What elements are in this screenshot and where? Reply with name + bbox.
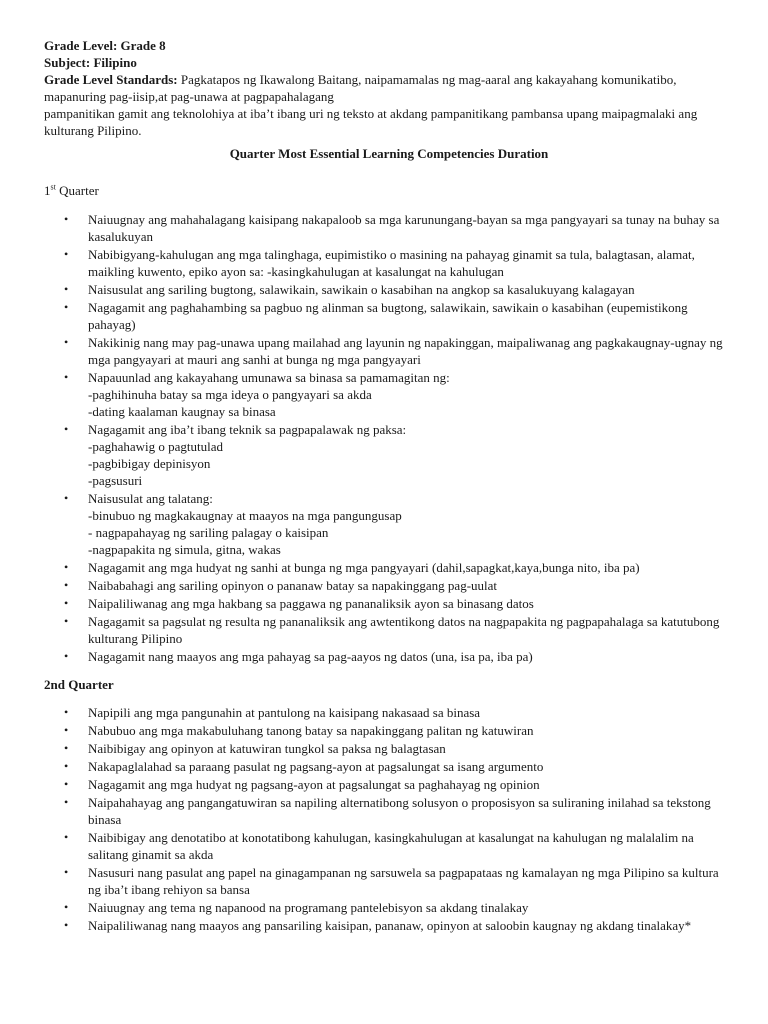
bullet-icon: • [64,282,69,296]
list-item [44,613,734,647]
list-item [44,421,734,489]
list-item-text: Naipahahayag ang pangangatuwiran sa napiling alternatibong solusyon o proposisyon sa suliraning inilahad sa tekstong binasa [88,795,711,827]
grade-level-label: Grade Level: [44,38,118,53]
quarter1-num: 1 [44,183,51,198]
quarter1-sup: st [50,182,56,192]
bullet-icon: • [64,830,69,844]
list-subitem: - nagpapahayag ng sariling palagay o kaisipan [88,525,329,540]
list-item-text: Nagagamit ang mga hudyat ng sanhi at bunga ng mga pangyayari (dahil,sapagkat,kaya,bunga nito, iba pa) [88,560,640,575]
bullet-icon: • [64,422,69,436]
list-item [44,648,734,665]
quarter2-list [44,704,734,934]
list-item-text: Nagagamit ang mga hudyat ng pagsang-ayon at pagsalungat sa paghahayag ng opinion [88,777,540,792]
list-item-text: Naisusulat ang talatang: [88,491,213,506]
list-item [44,899,734,916]
bullet-icon: • [64,491,69,505]
list-item [44,758,734,775]
list-item [44,595,734,612]
document-page [44,37,734,935]
standards-label: Grade Level Standards: [44,72,178,87]
list-item-text: Nagagamit ang paghahambing sa pagbuo ng alinman sa bugtong, salawikain, sawikain o kasabihan (eupemistikong pahayag) [88,300,688,332]
bullet-icon: • [64,335,69,349]
list-item [44,829,734,863]
list-subitem: -pagsusuri [88,473,143,488]
grade-level-value: Grade 8 [120,38,166,53]
list-subitem: -dating kaalaman kaugnay sa binasa [88,404,276,419]
bullet-icon: • [64,741,69,755]
bullet-icon: • [64,300,69,314]
bullet-icon: • [64,247,69,261]
standards-text-2: pampanitikan gamit ang teknolohiya at iba’t ibang uri ng teksto at akdang pampanitikang pambansa upang maipagmalaki ang kulturang Pilipino. [44,106,698,138]
bullet-icon: • [64,759,69,773]
list-subitem: -nagpapakita ng simula, gitna, wakas [88,542,281,557]
list-item-text: Napauunlad ang kakayahang umunawa sa binasa sa pamamagitan ng: [88,370,450,385]
list-item [44,490,734,558]
bullet-icon: • [64,723,69,737]
list-item [44,864,734,898]
bullet-icon: • [64,900,69,914]
list-item [44,211,734,245]
list-item [44,740,734,757]
competencies-heading: Quarter Most Essential Learning Competencies Duration [229,146,549,161]
bullet-icon: • [64,212,69,226]
bullet-icon: • [64,865,69,879]
standards-paragraph [44,71,734,139]
quarter1-list [44,211,734,665]
quarter2-heading: 2nd Quarter [44,677,114,692]
list-item-text: Naisusulat ang sariling bugtong, salawikain, sawikain o kasabihan na angkop sa kasalukuyang kalagayan [88,282,635,297]
list-item-text: Nakikinig nang may pag-unawa upang mailahad ang layunin ng napakinggan, maipaliwanag ang pagkakaugnay-ugnay ng mga pangyayari at mauri ang sanhi at bunga ng mga pangyayari [88,335,723,367]
list-item-text: Nabubuo ang mga makabuluhang tanong batay sa napakinggang palitan ng katuwiran [88,723,534,738]
list-item-text: Nakapaglalahad sa paraang pasulat ng pagsang-ayon at pagsalungat sa isang argumento [88,759,544,774]
list-item [44,704,734,721]
list-item-text: Naiuugnay ang tema ng napanood na programang pantelebisyon sa akdang tinalakay [88,900,529,915]
standards-text-1: Pagkatapos ng Ikawalong Baitang, naipamamalas ng mag-aaral ang kakayahang komunikatibo, mapanuring pag-iisip,at pag-unawa at pagpapahalagang [44,72,677,104]
list-item-text: Nagagamit ang iba’t ibang teknik sa pagpapalawak ng paksa: [88,422,407,437]
quarter1-heading [44,182,734,199]
list-item-text: Naipaliliwanag nang maayos ang pansariling kaisipan, pananaw, opinyon at saloobin kaugnay ng akdang tinalakay* [88,918,692,933]
bullet-icon: • [64,370,69,384]
grade-level-line [44,37,734,54]
list-item [44,369,734,420]
list-item [44,246,734,280]
bullet-icon: • [64,560,69,574]
subject-value: Filipino [93,55,137,70]
list-item-text: Nagagamit nang maayos ang mga pahayag sa pag-aayos ng datos (una, isa pa, iba pa) [88,649,533,664]
bullet-icon: • [64,614,69,628]
bullet-icon: • [64,578,69,592]
list-item-text: Naiuugnay ang mahahalagang kaisipang nakapaloob sa mga karunungang-bayan sa mga pangyayari sa tunay na buhay sa kasalukuyan [88,212,720,244]
subject-label: Subject: [44,55,91,70]
list-item [44,776,734,793]
list-item [44,559,734,576]
bullet-icon: • [64,918,69,932]
subject-line [44,54,734,71]
bullet-icon: • [64,795,69,809]
list-subitem: -pagbibigay depinisyon [88,456,211,471]
list-item-text: Nabibigyang-kahulugan ang mga talinghaga, eupimistiko o masining na pahayag ginamit sa tula, balagtasan, alamat, maikling kuwento, epiko ayon sa: -kasingkahulugan at kasalungat na kahulugan [88,247,695,279]
bullet-icon: • [64,596,69,610]
list-item [44,299,734,333]
list-item [44,917,734,934]
bullet-icon: • [64,777,69,791]
list-item [44,794,734,828]
list-item [44,281,734,298]
list-item-text: Naibabahagi ang sariling opinyon o pananaw batay sa napakinggang pag-uulat [88,578,498,593]
list-item-text: Naibibigay ang denotatibo at konotatibong kahulugan, kasingkahulugan at kasalungat na kahulugan ng malalalim na salitang ginamit sa akda [88,830,694,862]
list-item-text: Naipaliliwanag ang mga hakbang sa paggawa ng pananaliksik ayon sa binasang datos [88,596,534,611]
list-item [44,577,734,594]
quarter1-text: Quarter [55,183,99,198]
list-subitem: -paghihinuha batay sa mga ideya o pangyayari sa akda [88,387,372,402]
list-item-text: Napipili ang mga pangunahin at pantulong na kaisipang nakasaad sa binasa [88,705,481,720]
list-item [44,334,734,368]
list-subitem: -binubuo ng magkakaugnay at maayos na mga pangungusap [88,508,402,523]
bullet-icon: • [64,649,69,663]
list-item-text: Nagagamit sa pagsulat ng resulta ng pananaliksik ang awtentikong datos na nagpapakita ng pagpapahalaga sa katutubong kulturang Pilipino [88,614,720,646]
list-item-text: Nasusuri nang pasulat ang papel na ginagampanan ng sarsuwela sa pagpapataas ng kamalayan ng mga Pilipino sa kultura ng iba’t ibang rehiyon sa bansa [88,865,719,897]
list-item [44,722,734,739]
list-item-text: Naibibigay ang opinyon at katuwiran tungkol sa paksa ng balagtasan [88,741,446,756]
bullet-icon: • [64,705,69,719]
list-subitem: -paghahawig o pagtutulad [88,439,224,454]
